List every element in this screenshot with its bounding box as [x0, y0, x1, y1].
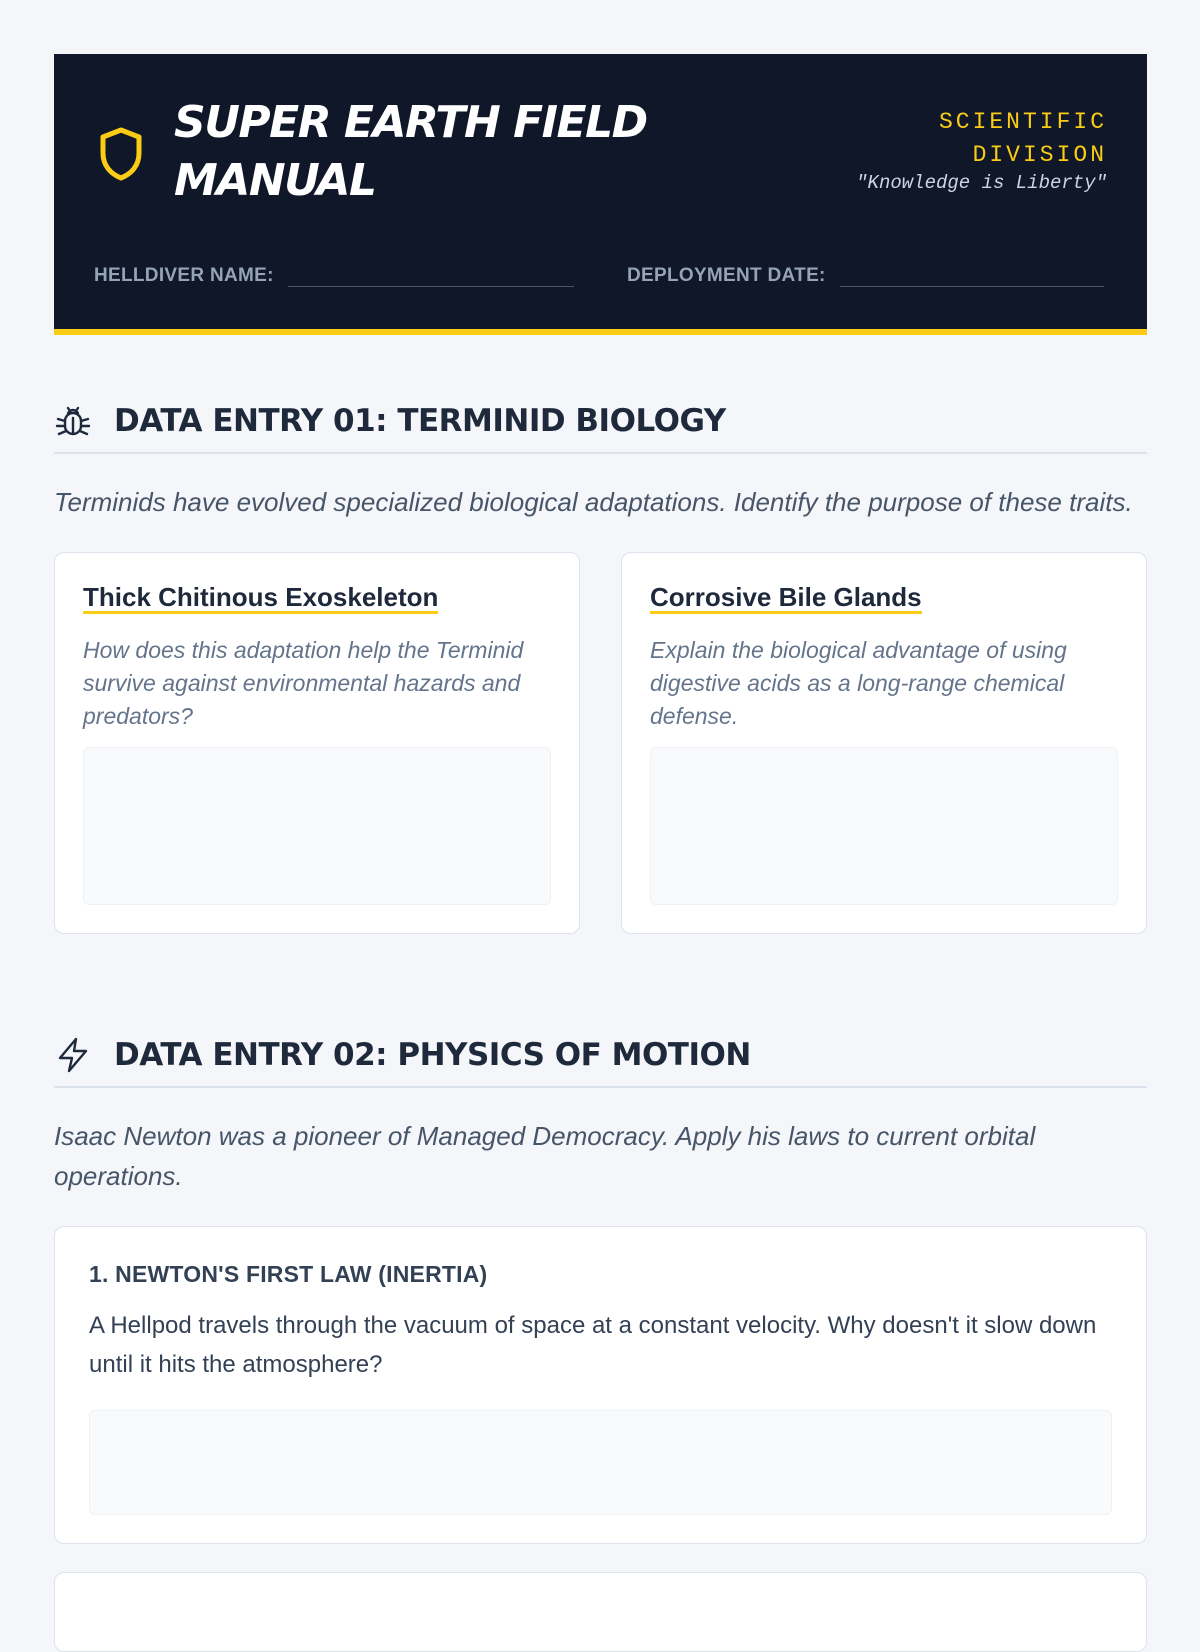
section-intro: Isaac Newton was a pioneer of Managed Democracy. Apply his laws to current orbital operations. [54, 1121, 1036, 1191]
helldiver-name-field [94, 260, 574, 287]
adaptation-card [54, 552, 580, 934]
section-title: DATA ENTRY 02: PHYSICS OF MOTION [114, 1037, 751, 1073]
bug-icon [54, 402, 92, 440]
section-header [54, 1030, 1147, 1088]
motto: "Knowledge is Liberty" [856, 172, 1107, 194]
answer-box[interactable] [650, 747, 1118, 905]
card-title: Corrosive Bile Glands [650, 582, 922, 612]
helldiver-name-label: HELLDIVER NAME: [94, 265, 274, 286]
helldiver-name-input[interactable] [288, 260, 574, 287]
adaptation-card [621, 552, 1147, 934]
question-prompt: A Hellpod travels through the vacuum of space at a constant velocity. Why doesn't it slow down until it hits the atmosphere? [89, 1312, 1097, 1378]
section-title: DATA ENTRY 01: TERMINID BIOLOGY [114, 403, 726, 439]
card-title: Thick Chitinous Exoskeleton [83, 582, 439, 612]
question-card [54, 1572, 1147, 1652]
deployment-date-field [627, 260, 1104, 287]
deployment-date-label: DEPLOYMENT DATE: [627, 265, 826, 286]
page-title: SUPER EARTH FIELD MANUAL [174, 97, 647, 206]
worksheet-page [54, 54, 1147, 1378]
manual-header [54, 54, 1147, 335]
shield-icon [98, 126, 144, 182]
card-prompt: How does this adaptation help the Terminid survive against environmental hazards and predators? [83, 637, 524, 729]
lightning-icon [54, 1036, 92, 1074]
question-card [54, 1226, 1147, 1544]
section-terminid-biology [54, 396, 1147, 934]
adaptation-cards [54, 552, 1147, 934]
card-prompt: Explain the biological advantage of using digestive acids as a long-range chemical defense. [650, 637, 1067, 729]
division-block [856, 106, 1107, 196]
division-label: SCIENTIFIC DIVISION [938, 109, 1107, 168]
section-header [54, 396, 1147, 454]
section-physics-of-motion [54, 1030, 1147, 1652]
question-title: 1. NEWTON'S FIRST LAW (INERTIA) [89, 1261, 488, 1287]
section-intro: Terminids have evolved specialized biological adaptations. Identify the purpose of these traits. [54, 487, 1133, 517]
answer-box[interactable] [83, 747, 551, 905]
answer-box[interactable] [89, 1410, 1112, 1515]
deployment-date-input[interactable] [840, 260, 1104, 287]
